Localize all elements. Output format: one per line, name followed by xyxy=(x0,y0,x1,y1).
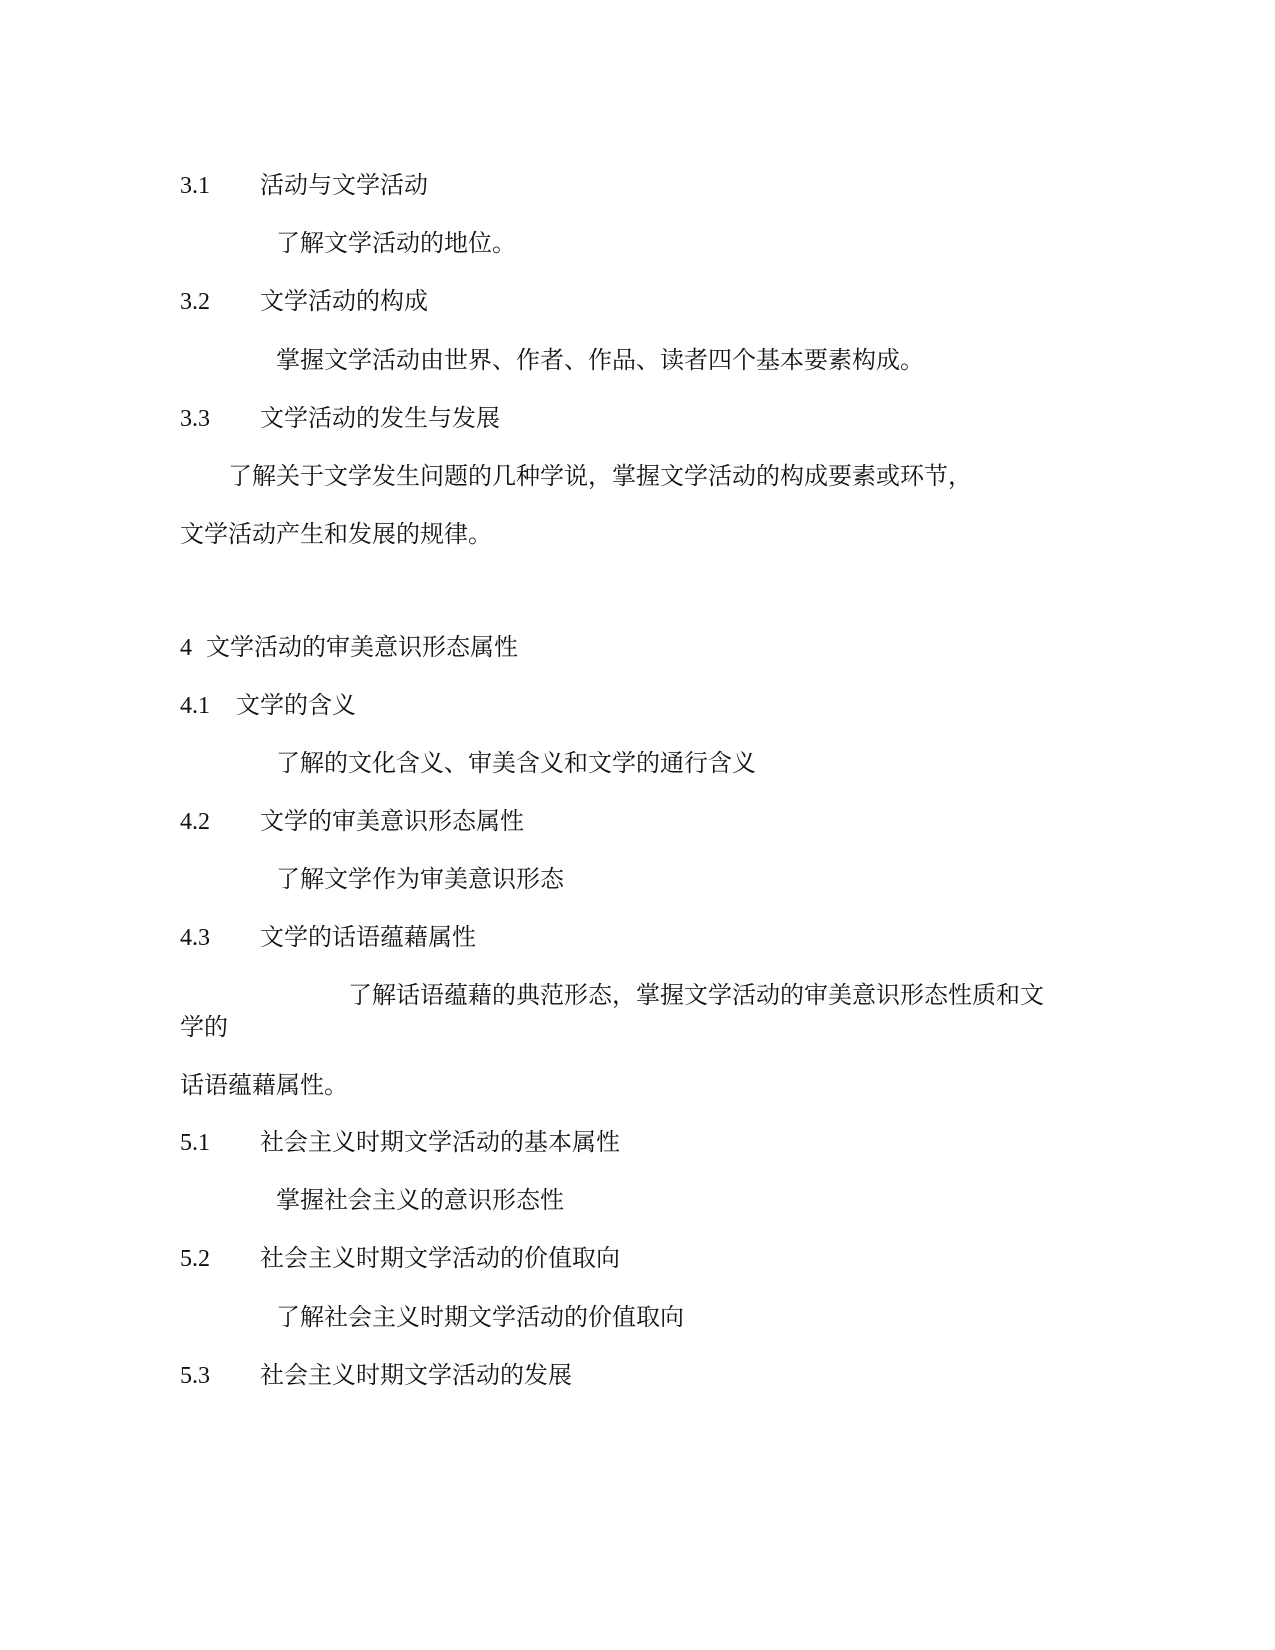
section-title: 社会主义时期文学活动的价值取向 xyxy=(260,1244,620,1272)
body-text: 了解文学活动的地位。 xyxy=(276,229,516,257)
section-number: 3.3 xyxy=(180,406,210,432)
section-title: 活动与文学活动 xyxy=(260,171,428,199)
body-text: 了解的文化含义、审美含义和文学的通行含义 xyxy=(276,749,756,777)
section-heading xyxy=(180,922,476,953)
body-text: 了解关于文学发生问题的几种学说，掌握文学活动的构成要素或环节， xyxy=(228,462,972,490)
section-title: 社会主义时期文学活动的发展 xyxy=(260,1361,572,1389)
section-number: 5.3 xyxy=(180,1363,210,1389)
body-text: 话语蕴藉属性。 xyxy=(180,1071,348,1099)
body-text: 学的 xyxy=(180,1013,228,1041)
section-title: 社会主义时期文学活动的基本属性 xyxy=(260,1128,620,1156)
section-number: 3.1 xyxy=(180,173,210,199)
body-text: 了解社会主义时期文学活动的价值取向 xyxy=(276,1303,684,1331)
section-heading xyxy=(180,286,428,317)
body-text: 了解文学作为审美意识形态 xyxy=(276,865,564,893)
section-number: 4.1 xyxy=(180,693,210,719)
chapter-number: 4 xyxy=(180,635,192,661)
section-title: 文学的含义 xyxy=(236,691,356,719)
section-heading xyxy=(180,806,524,837)
chapter-title: 文学活动的审美意识形态属性 xyxy=(206,633,518,661)
body-text: 掌握文学活动由世界、作者、作品、读者四个基本要素构成。 xyxy=(276,346,924,374)
section-heading xyxy=(180,690,356,721)
section-heading xyxy=(180,1243,620,1274)
section-title: 文学活动的发生与发展 xyxy=(260,404,500,432)
section-title: 文学活动的构成 xyxy=(260,287,428,315)
body-text: 文学活动产生和发展的规律。 xyxy=(180,520,492,548)
chapter-heading xyxy=(180,632,518,663)
section-number: 4.3 xyxy=(180,925,210,951)
section-number: 5.1 xyxy=(180,1130,210,1156)
section-number: 5.2 xyxy=(180,1246,210,1272)
section-number: 4.2 xyxy=(180,809,210,835)
body-text: 了解话语蕴藉的典范形态，掌握文学活动的审美意识形态性质和文 xyxy=(348,981,1044,1009)
section-title: 文学的话语蕴藉属性 xyxy=(260,923,476,951)
section-heading xyxy=(180,170,428,201)
section-heading xyxy=(180,1360,572,1391)
section-heading xyxy=(180,403,500,434)
section-title: 文学的审美意识形态属性 xyxy=(260,807,524,835)
section-heading xyxy=(180,1127,620,1158)
body-text: 掌握社会主义的意识形态性 xyxy=(276,1186,564,1214)
section-number: 3.2 xyxy=(180,289,210,315)
